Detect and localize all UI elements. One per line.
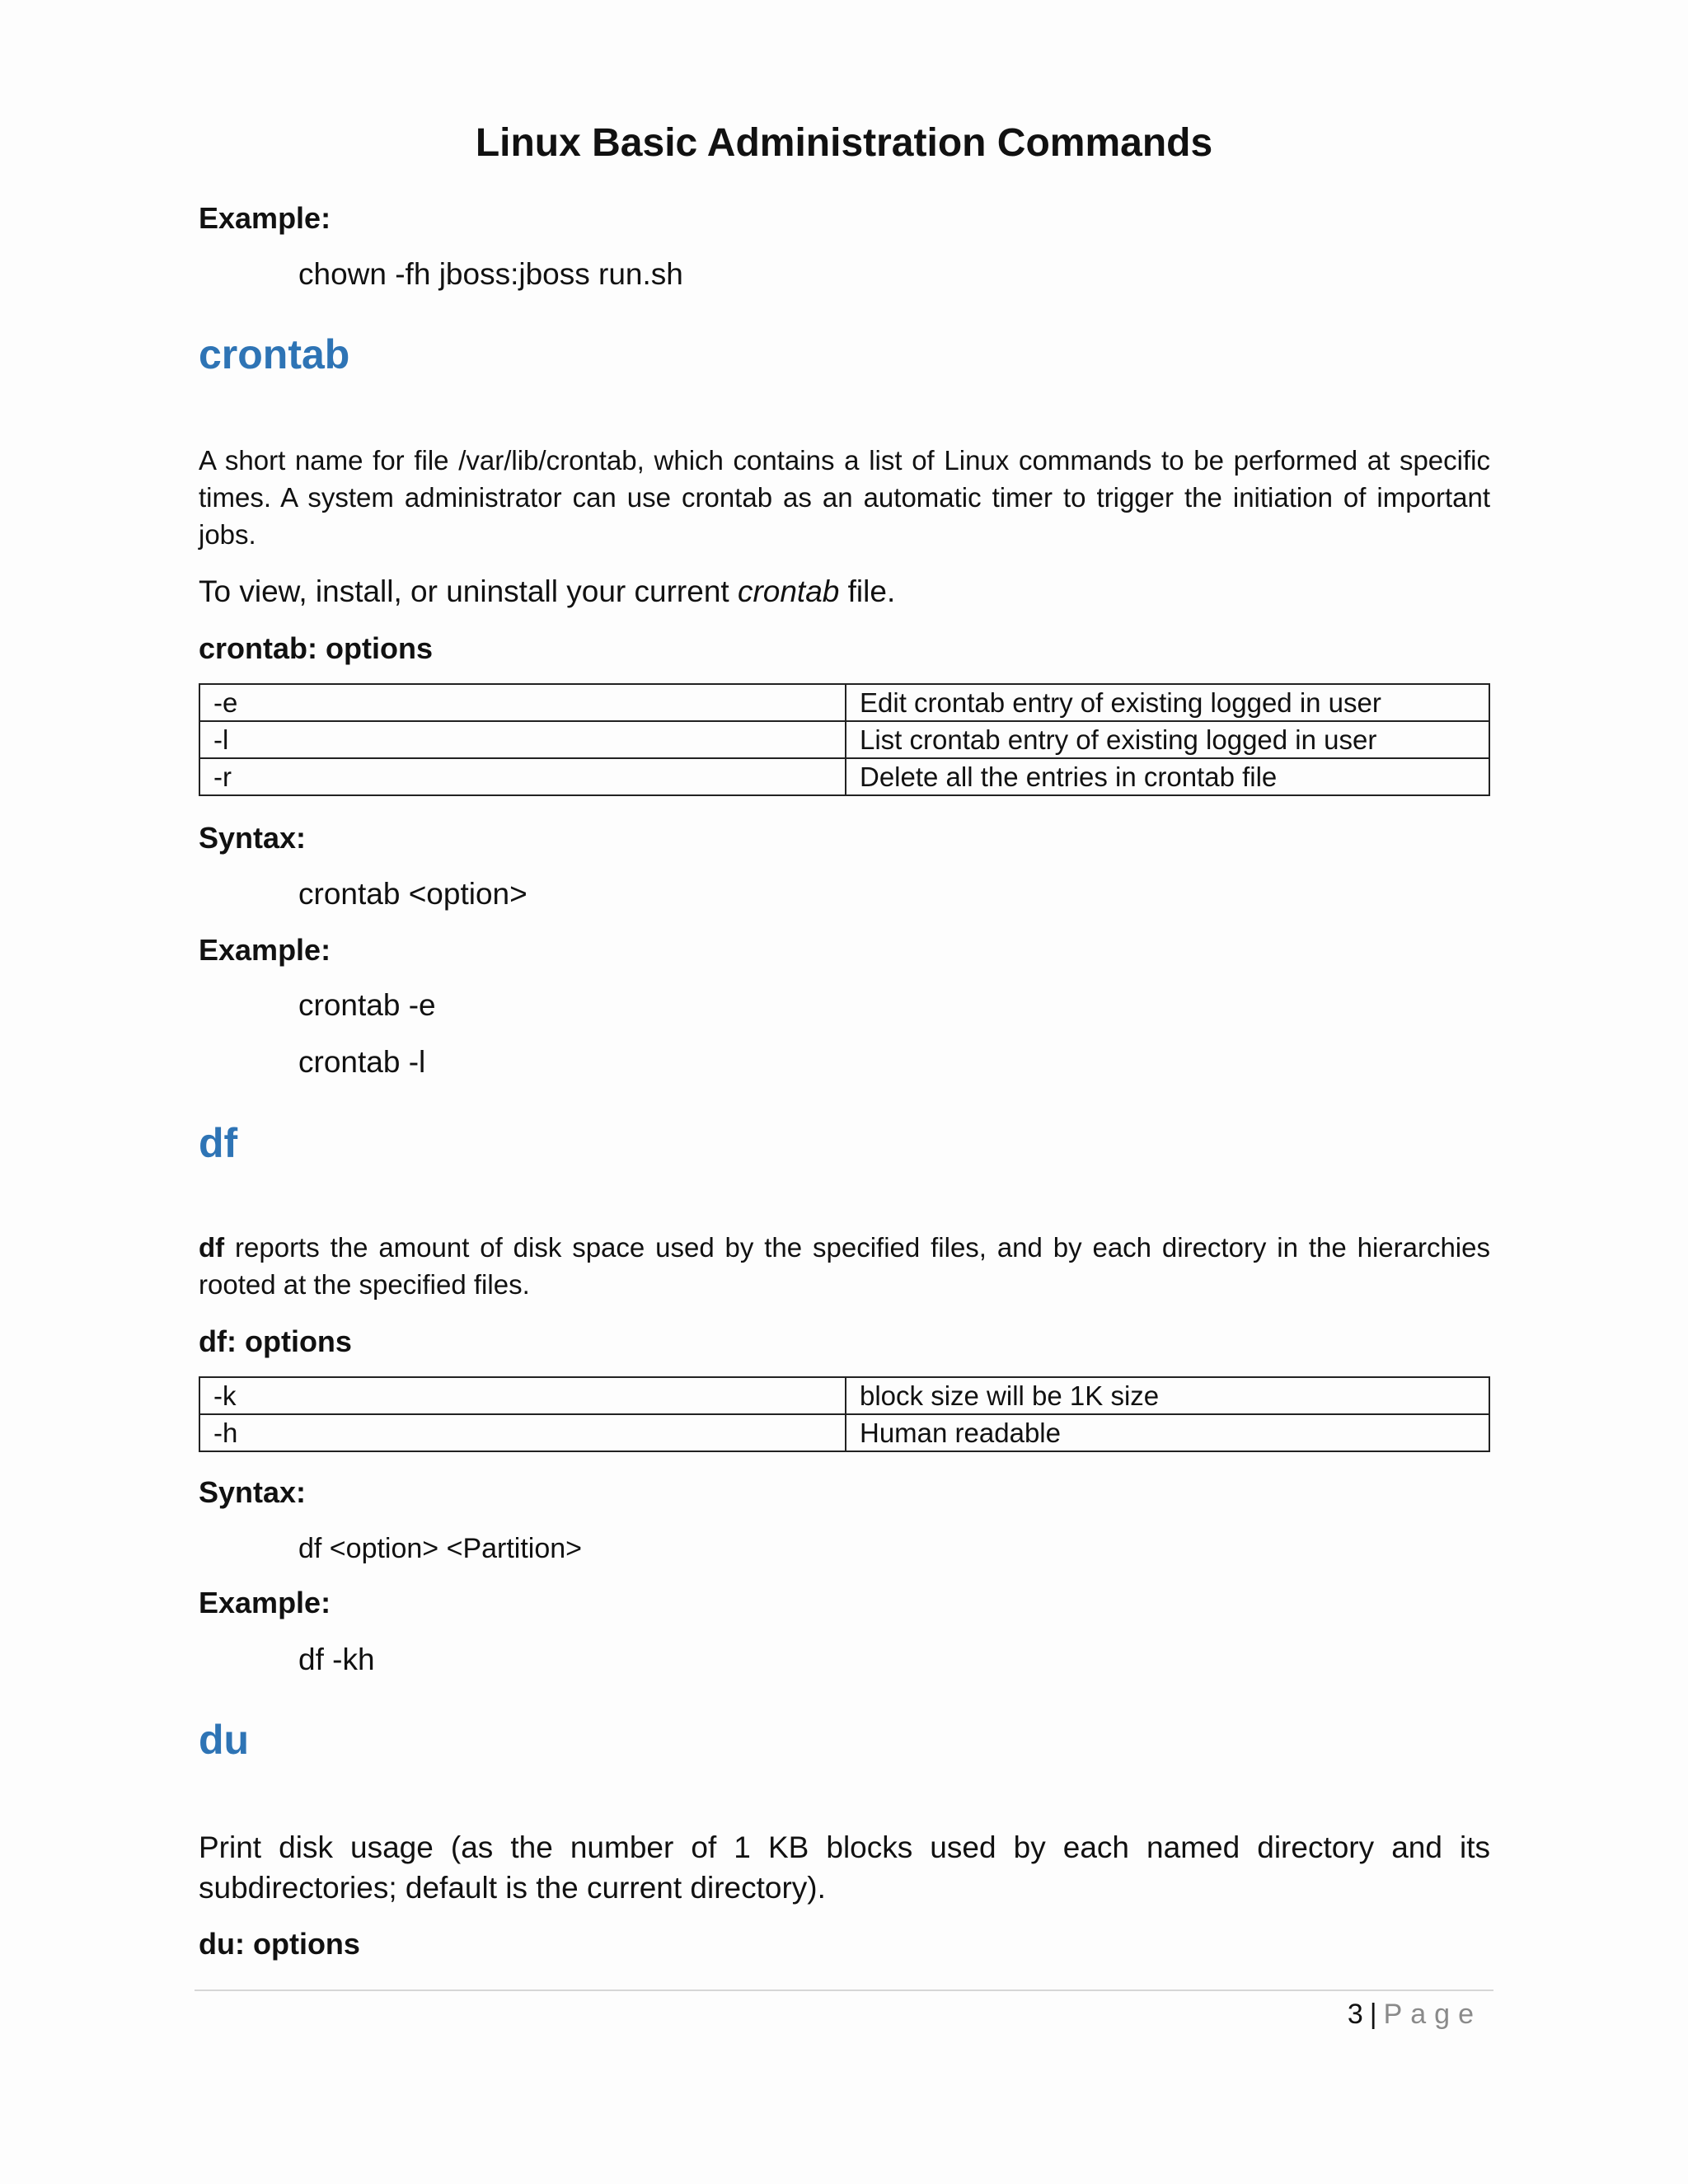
df-description	[199, 1229, 1490, 1303]
df-syntax-label: Syntax:	[199, 1475, 307, 1509]
df-options-label: df: options	[199, 1324, 352, 1358]
option-description: Human readable	[846, 1414, 1489, 1451]
page-separator: |	[1369, 1999, 1377, 2030]
option-description: Delete all the entries in crontab file	[846, 758, 1489, 795]
df-description-rest: reports the amount of disk space used by the specified files, and by each directory in the hierarchies rooted at the specified files.	[199, 1232, 1490, 1300]
table-row	[199, 1414, 1489, 1451]
crontab-example-label: Example:	[199, 933, 331, 967]
df-syntax-code: df <option> <Partition>	[298, 1533, 583, 1564]
df-heading: df	[199, 1120, 238, 1166]
table-row	[199, 758, 1489, 795]
option-description: Edit crontab entry of existing logged in user	[846, 684, 1489, 721]
table-row	[199, 1377, 1489, 1414]
option-description: block size will be 1K size	[846, 1377, 1489, 1414]
crontab-heading: crontab	[199, 331, 350, 377]
df-description-bold: df	[199, 1232, 225, 1263]
option-flag: -r	[199, 758, 846, 795]
crontab-usage-italic: crontab	[737, 574, 840, 608]
du-heading: du	[199, 1717, 250, 1763]
crontab-usage-after: file.	[839, 574, 896, 608]
crontab-example-code: crontab -l	[298, 1045, 426, 1079]
crontab-syntax-label: Syntax:	[199, 821, 307, 855]
crontab-example-code: crontab -e	[298, 988, 436, 1022]
option-description: List crontab entry of existing logged in user	[846, 721, 1489, 758]
crontab-syntax-code: crontab <option>	[298, 877, 528, 911]
document-title: Linux Basic Administration Commands	[475, 121, 1213, 165]
option-flag: -k	[199, 1377, 846, 1414]
chown-example-code: chown -fh jboss:jboss run.sh	[298, 257, 683, 291]
crontab-description: A short name for file /var/lib/crontab, which contains a list of Linux commands to be performed at specific times. A system administrator can use crontab as an automatic timer to trigger the initiation of important jobs.	[199, 445, 1490, 550]
df-options-table	[199, 1376, 1490, 1452]
du-description: Print disk usage (as the number of 1 KB blocks used by each named directory and its subdirectories; default is the current directory).	[199, 1830, 1490, 1905]
crontab-usage	[199, 571, 1490, 612]
table-row	[199, 721, 1489, 758]
chown-example-label: Example:	[199, 201, 331, 235]
page-footer	[1348, 1994, 1482, 2034]
page-word: Page	[1383, 1999, 1482, 2030]
crontab-usage-before: To view, install, or uninstall your current	[199, 574, 738, 608]
page-number: 3	[1347, 1999, 1363, 2030]
option-flag: -l	[199, 721, 846, 758]
du-options-label: du: options	[199, 1927, 360, 1961]
crontab-options-table	[199, 683, 1490, 796]
df-example-code: df -kh	[298, 1643, 375, 1676]
option-flag: -e	[199, 684, 846, 721]
table-row	[199, 684, 1489, 721]
df-example-label: Example:	[199, 1586, 331, 1619]
footer-divider	[195, 1990, 1493, 1991]
crontab-options-label: crontab: options	[199, 631, 433, 665]
option-flag: -h	[199, 1414, 846, 1451]
